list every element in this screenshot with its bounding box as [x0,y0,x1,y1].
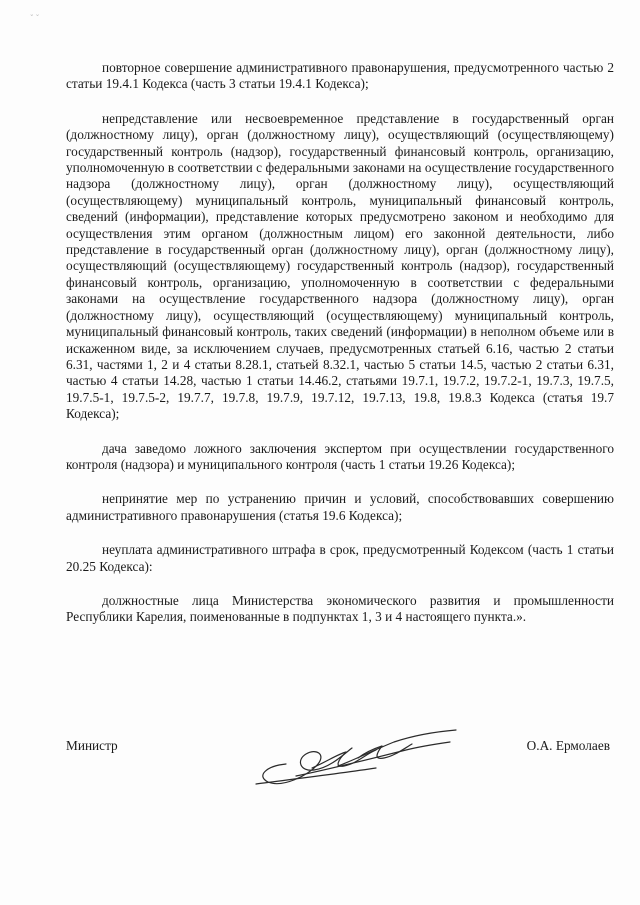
handwritten-signature-icon [226,724,466,794]
scan-corner-mark: ˘ ˘ [30,14,40,22]
paragraph-failure-to-provide-info: непредставление или несвоевременное представление в государственный орган (должностному лицу), орган (должностному лицу), осуществляющий (осуществляющему) государственный контроль (надзор), государственный финансовый контроль, организацию, уполномоченную в соответствии с федеральными законами на осуществление государственного надзора (должностному лицу), орган (должностному лицу), осуществляющий (осуществляющему) муниципальный контроль, муниципальный финансовый контроль, сведений (информации), представление которых предусмотрено законом и необходимо для осуществления этим органом (должностным лицом) его законной деятельности, либо представление в государственный орган (должностному лицу), орган (должностному лицу), осуществляющий (осуществляющему) государственный контроль (надзор), государственный финансовый контроль, организацию, уполномоченную в соответствии с федеральными законами на осуществление государственного надзора (должностному лицу), орган (должностному лицу), осуществляющий (осуществляющему) муниципальный контроль, муниципальный финансовый контроль, таких сведений (информации) в неполном объеме или в искаженном виде, за исключением случаев, предусмотренных статьей 6.16, частью 2 статьи 6.31, частями 1, 2 и 4 статьи 8.28.1, статьей 8.32.1, частью 5 статьи 14.5, частью 2 статьи 6.31, частью 4 статьи 14.28, частью 1 статьи 14.46.2, статьями 19.7.1, 19.7.2, 19.7.2-1, 19.7.3, 19.7.5, 19.7.5-1, 19.7.5-2, 19.7.7, 19.7.8, 19.7.9, 19.7.12, 19.7.13, 19.8, 19.8.3 Кодекса (статья 19.7 Кодекса); [66,110,614,422]
paragraph-false-expert-opinion: дача заведомо ложного заключения экспертом при осуществлении государственного контроля (надзора) и муниципального контроля (часть 1 статьи 19.26 Кодекса); [66,440,614,472]
paragraph-officials: должностные лица Министерства экономического развития и промышленности Республики Карелия, поименованные в подпунктах 1, 3 и 4 настоящего пункта.». [66,592,614,625]
signer-title: Министр [66,738,118,753]
signer-name: О.А. Ермолаев [526,738,610,753]
document-body [66,60,614,644]
paragraph-repeat-violation: повторное совершение административного правонарушения, предусмотренного частью 2 статьи 19.4.1 Кодекса (часть 3 статьи 19.4.1 Кодекса); [66,60,614,92]
signature-block [66,732,614,792]
paragraph-unpaid-fine: неуплата административного штрафа в срок, предусмотренный Кодексом (часть 1 статьи 20.25 Кодекса): [66,542,614,574]
paragraph-failure-to-take-measures: непринятие мер по устранению причин и условий, способствовавших совершению административного правонарушения (статья 19.6 Кодекса); [66,491,614,523]
